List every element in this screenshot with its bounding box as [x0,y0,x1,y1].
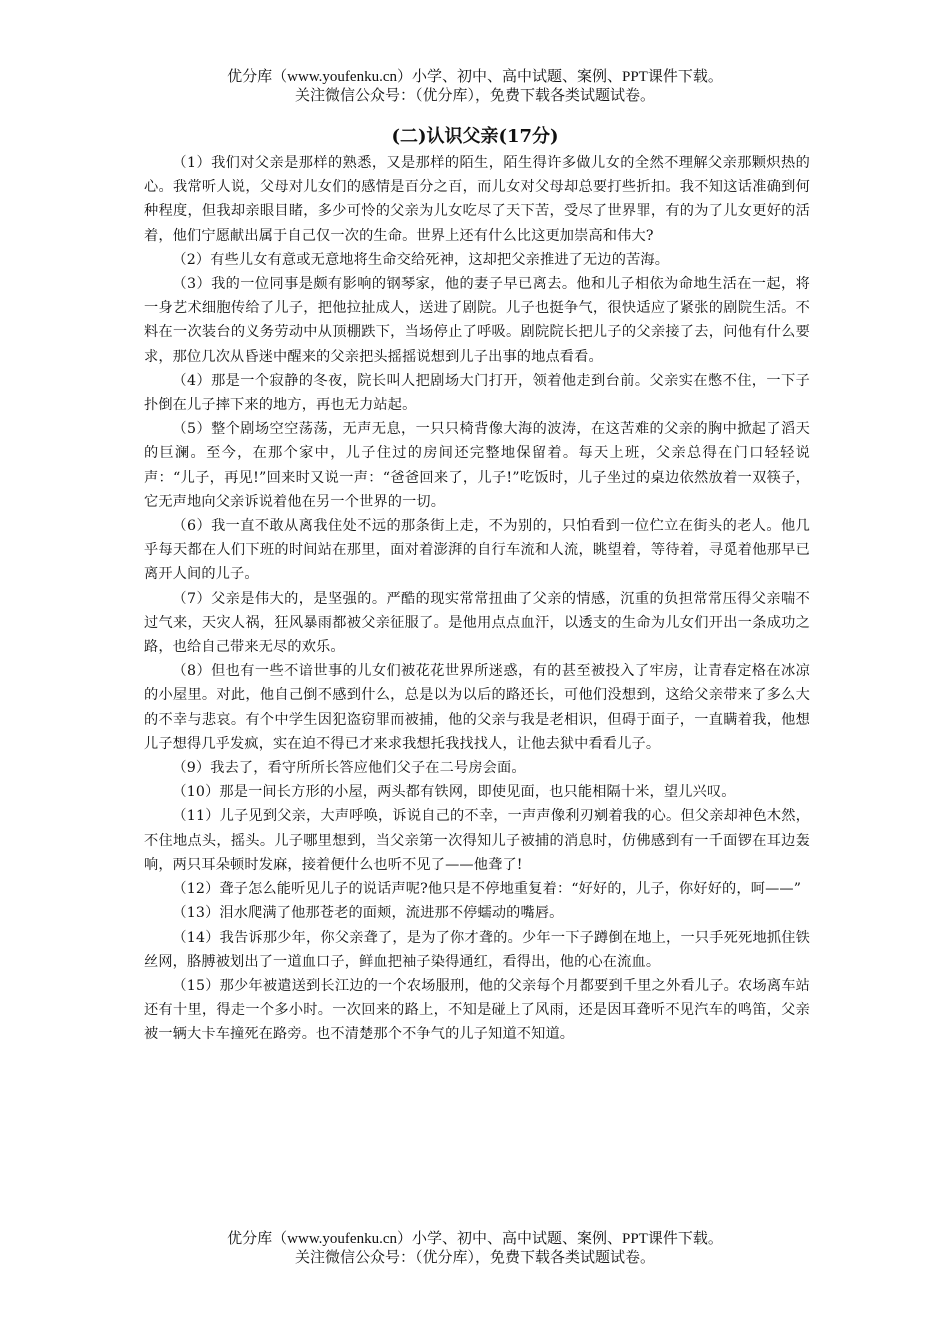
section-title: (二)认识父亲(17分) [391,126,559,147]
paragraph-2: （2）有些儿女有意或无意地将生命交给死神，这却把父亲推进了无边的苦海。 [172,251,670,268]
paragraph-1: （1）我们对父亲是那样的熟悉，又是那样的陌生，陌生得许多做儿女的全然不理解父亲那颗炽热的心。我常听人说，父母对儿女们的感情是百分之百，而儿女对父母却总要打些折扣。我不知这话准确到何种程度，但我却亲眼目睹，多少可怜的父亲为儿女吃尽了天下苦，受尽了世界罪，有的为了儿女更好的活着，他们宁愿献出属于自己仅一次的生命。世界上还有什么比这更加崇高和伟大? [144,155,810,244]
paragraph-9: （9）我去了，看守所所长答应他们父子在二号房会面。 [172,760,526,777]
paragraph-6: （6）我一直不敢从离我住处不远的那条街上走，不为别的，只怕看到一位伫立在街头的老人。他几乎每天都在人们下班的时间站在那里，面对着澎湃的自行车流和人流，眺望着，等待着，寻觅着他那早已离开人间的儿子。 [144,518,810,583]
paragraph-5: （5）整个剧场空空荡荡，无声无息，一只只椅背像大海的波涛，在这苦难的父亲的胸中掀起了滔天的巨澜。至今，在那个家中，儿子住过的房间还完整地保留着。每天上班，父亲总得在门口轻轻说声：“儿子，再见!”回来时又说一声：“爸爸回来了，儿子!”吃饭时，儿子坐过的桌边依然放着一双筷子，它无声地向父亲诉说着他在另一个世界的一切。 [144,421,810,510]
paragraph-3: （3）我的一位同事是颇有影响的钢琴家，他的妻子早已离去。他和儿子相依为命地生活在一起，将一身艺术细胞传给了儿子，把他拉扯成人，送进了剧院。儿子也挺争气，很快适应了紧张的剧院生活。不料在一次装台的义务劳动中从顶棚跌下，当场停止了呼吸。剧院院长把儿子的父亲接了去，问他有什么要求，那位几次从昏迷中醒来的父亲把头摇摇说想到儿子出事的地点看看。 [144,276,810,365]
footer-line-1: 优分库（www.youfenku.cn）小学、初中、高中试题、案例、PPT课件下载。 [227,1231,723,1247]
paragraph-12: （12）聋子怎么能听见儿子的说话声呢?他只是不停地重复着：“好好的，儿子，你好好的，呵——” [172,881,802,898]
header-line-1: 优分库（www.youfenku.cn）小学、初中、高中试题、案例、PPT课件下载。 [227,69,723,85]
paragraph-10: （10）那是一间长方形的小屋，两头都有铁网，即使见面，也只能相隔十米，望儿兴叹。 [172,784,736,801]
paragraph-4: （4）那是一个寂静的冬夜，院长叫人把剧场大门打开，领着他走到台前。父亲实在憋不住，一下子扑倒在儿子摔下来的地方，再也无力站起。 [144,372,810,414]
paragraph-7: （7）父亲是伟大的，是坚强的。严酷的现实常常扭曲了父亲的情感，沉重的负担常常压得父亲喘不过气来，天灾人祸，狂风暴雨都被父亲征服了。是他用点点血汗，以透支的生命为儿女们开出一条成功之路，也给自己带来无尽的欢乐。 [144,590,810,656]
page-footer [0,1230,950,1268]
article-body [144,151,810,1047]
paragraph-15: （15）那少年被遣送到长江边的一个农场服刑，他的父亲每个月都要到千里之外看儿子。农场离车站还有十里，得走一个多小时。一次回来的路上，不知是碰上了风雨，还是因耳聋听不见汽车的鸣笛，父亲被一辆大卡车撞死在路旁。也不清楚那个不争气的儿子知道不知道。 [144,977,810,1043]
footer-line-2: 关注微信公众号：（优分库），免费下载各类试题试卷。 [294,1250,655,1266]
paragraph-8: （8）但也有一些不谙世事的儿女们被花花世界所迷惑，有的甚至被投入了牢房，让青春定格在冰凉的小屋里。对此，他自己倒不感到什么，总是以为以后的路还长，可他们没想到，这给父亲带来了多么大的不幸与悲哀。有个中学生因犯盗窃罪而被捕，他的父亲与我是老相识，但碍于面子，一直瞒着我，他想儿子想得几乎发疯，实在迫不得已才来求我想托我找找人，让他去狱中看看儿子。 [144,663,810,752]
paragraph-13: （13）泪水爬满了他那苍老的面颊，流进那不停蠕动的嘴唇。 [172,905,564,922]
header-line-2: 关注微信公众号：（优分库），免费下载各类试题试卷。 [294,88,655,104]
page-header [0,68,950,106]
paragraph-14: （14）我告诉那少年，你父亲聋了，是为了你才聋的。少年一下子蹲倒在地上，一只手死死地抓住铁丝网，胳膊被划出了一道血口子，鲜血把袖子染得通红，看得出，他的心在流血。 [144,929,810,970]
paragraph-11: （11）儿子见到父亲，大声呼唤，诉说自己的不幸，一声声像利刃剜着我的心。但父亲却神色木然，不住地点头，摇头。儿子哪里想到，当父亲第一次得知儿子被捕的消息时，仿佛感到有一千面锣在耳边轰响，两只耳朵顿时发麻，接着便什么也听不见了——他聋了! [144,808,810,873]
